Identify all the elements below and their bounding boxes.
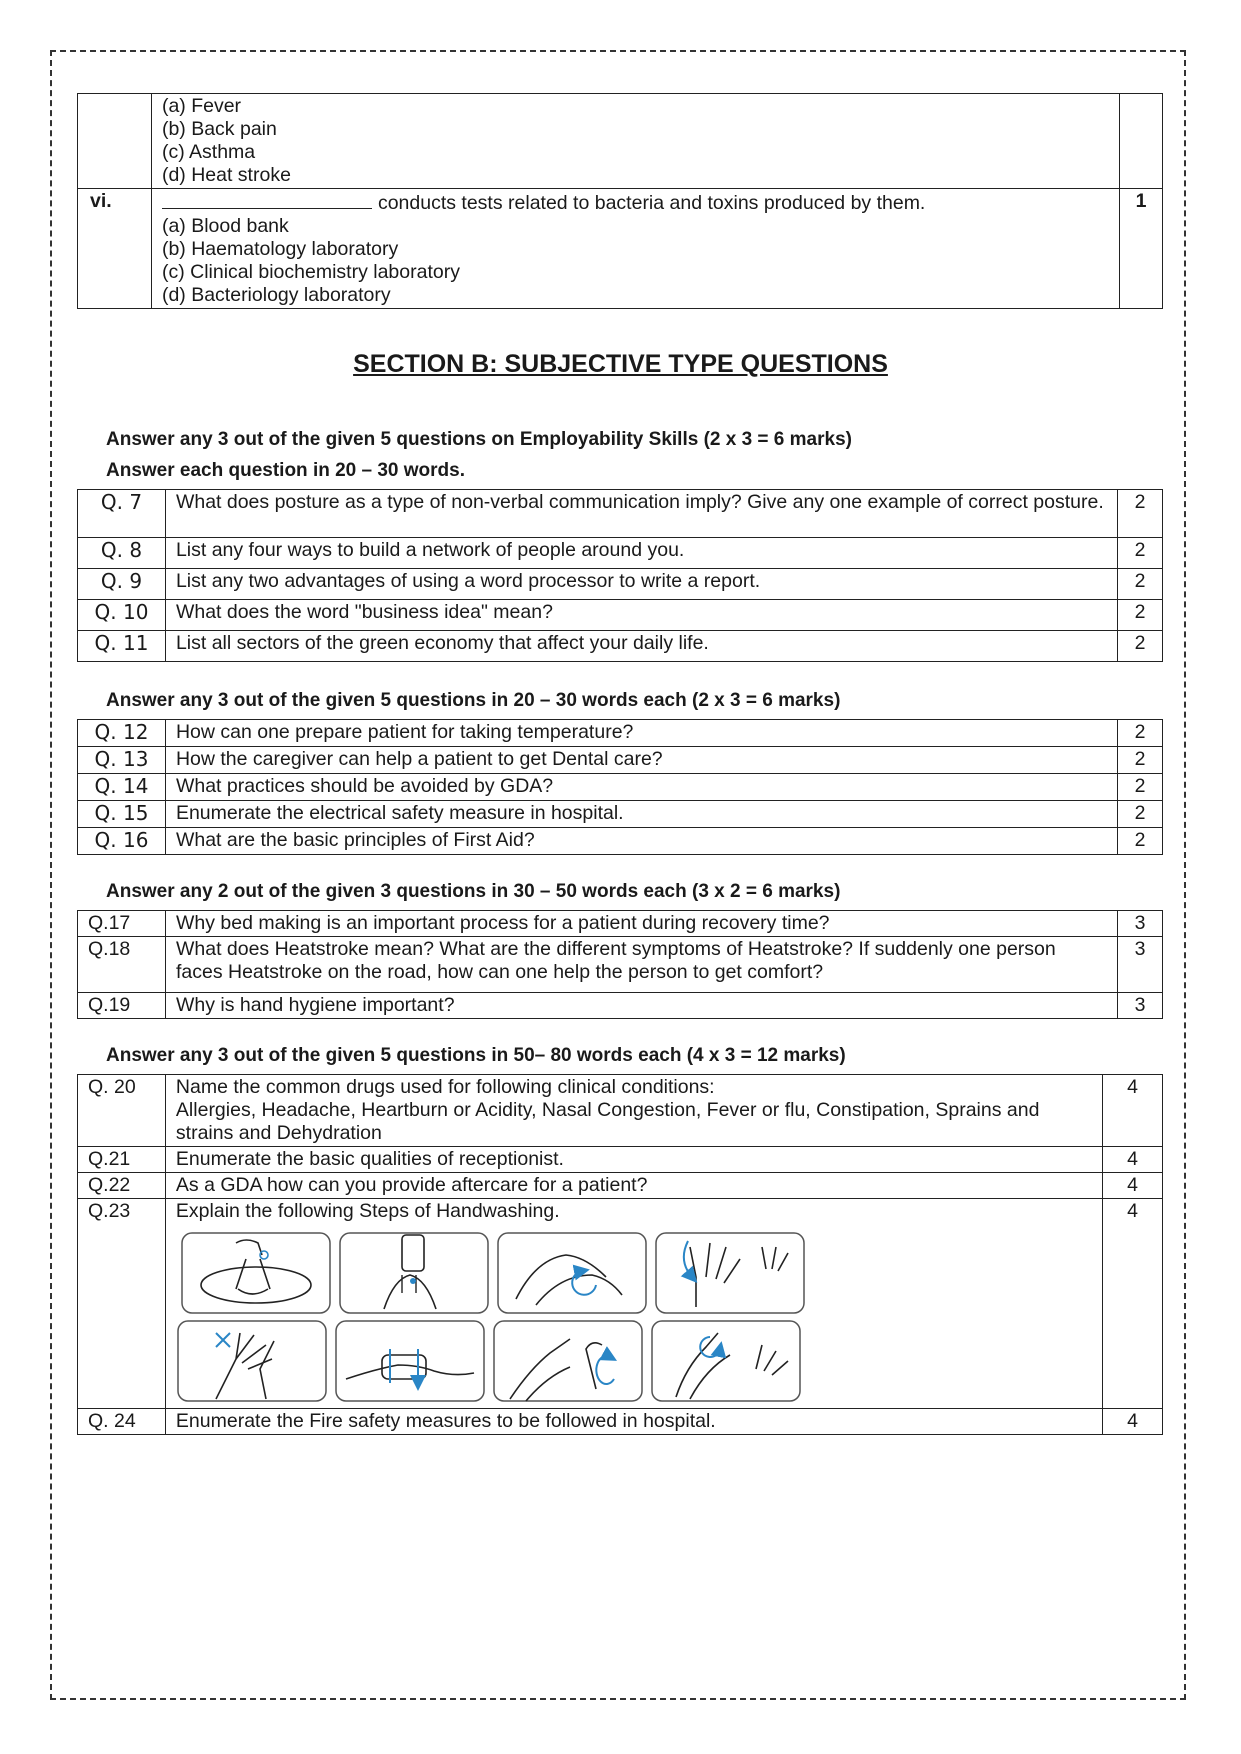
marks-cell: 2 <box>1118 569 1163 600</box>
question-number: Q. 9 <box>78 569 166 600</box>
question-number: Q. 15 <box>78 801 166 828</box>
marks-cell: 3 <box>1118 993 1163 1019</box>
question-table-long <box>77 1074 1163 1435</box>
marks-cell: 4 <box>1103 1173 1163 1199</box>
option: (c) Clinical biochemistry laboratory <box>161 261 460 283</box>
table-row <box>78 1199 1163 1409</box>
question-number: Q. 7 <box>78 490 166 538</box>
question-stem: Name the common drugs used for following clinical conditions: <box>175 1076 715 1098</box>
marks-cell <box>1120 94 1163 189</box>
handwashing-step-4-image <box>656 1233 804 1313</box>
handwashing-step-3-image <box>498 1233 646 1313</box>
question-number: Q.19 <box>78 993 166 1019</box>
instruction: Answer any 3 out of the given 5 questions in 50– 80 words each (4 x 3 = 12 marks) <box>106 1045 846 1066</box>
question-number: Q. 8 <box>78 538 166 569</box>
marks-cell: 2 <box>1118 747 1163 774</box>
question-number: Q.23 <box>78 1199 166 1409</box>
option: (d) Heat stroke <box>161 164 291 186</box>
question-number: vi. <box>78 189 152 309</box>
section-title: SECTION B: SUBJECTIVE TYPE QUESTIONS <box>353 350 888 378</box>
question-stem: conducts tests related to bacteria and toxins produced by them. <box>377 192 926 214</box>
question-number: Q. 16 <box>78 828 166 855</box>
table-row <box>78 774 1163 801</box>
table-row <box>78 911 1163 937</box>
table-row <box>78 490 1163 538</box>
marks-cell: 4 <box>1103 1147 1163 1173</box>
table-row <box>78 1147 1163 1173</box>
handwashing-steps-figure <box>176 1229 816 1405</box>
question-table-employability <box>77 489 1163 662</box>
question-text: Why is hand hygiene important? <box>165 993 1117 1019</box>
question-text: Enumerate the electrical safety measure in hospital. <box>165 801 1117 828</box>
instruction: Answer each question in 20 – 30 words. <box>106 460 466 481</box>
marks-cell: 1 <box>1120 189 1163 309</box>
table-row <box>78 538 1163 569</box>
question-number: Q. 10 <box>78 600 166 631</box>
marks-cell: 3 <box>1118 937 1163 993</box>
table-row <box>78 1173 1163 1199</box>
question-text: List all sectors of the green economy that affect your daily life. <box>165 631 1117 662</box>
table-row <box>78 631 1163 662</box>
question-number: Q. 13 <box>78 747 166 774</box>
instruction: Answer any 3 out of the given 5 questions on Employability Skills (2 x 3 = 6 marks) <box>106 429 852 450</box>
marks-cell: 2 <box>1118 774 1163 801</box>
table-row <box>78 720 1163 747</box>
option: (a) Blood bank <box>161 215 289 237</box>
question-number: Q. 20 <box>78 1075 166 1147</box>
question-options <box>151 94 1119 189</box>
question-table-medium <box>77 910 1163 1019</box>
handwashing-step-2-image <box>340 1233 488 1313</box>
marks-cell: 2 <box>1118 538 1163 569</box>
section-a-table <box>77 93 1163 309</box>
question-text: As a GDA how can you provide aftercare for a patient? <box>165 1173 1102 1199</box>
option: (d) Bacteriology laboratory <box>161 284 391 306</box>
table-row <box>78 189 1163 309</box>
question-text: How the caregiver can help a patient to get Dental care? <box>165 747 1117 774</box>
table-row <box>78 600 1163 631</box>
question-text: Enumerate the Fire safety measures to be followed in hospital. <box>165 1409 1102 1435</box>
table-row <box>78 801 1163 828</box>
question-text: What does posture as a type of non-verbal communication imply? Give any one example of correct posture. <box>165 490 1117 538</box>
option: (c) Asthma <box>161 141 256 163</box>
option: (b) Back pain <box>161 118 277 140</box>
handwashing-step-6-image <box>336 1321 484 1401</box>
handwashing-step-8-image <box>652 1321 800 1401</box>
question-detail: Allergies, Headache, Heartburn or Acidity, Nasal Congestion, Fever or flu, Constipation, Sprains and strains and Dehydration <box>175 1099 1040 1144</box>
table-row <box>78 1409 1163 1435</box>
question-number: Q. 14 <box>78 774 166 801</box>
handwashing-step-5-image <box>178 1321 326 1401</box>
marks-cell: 2 <box>1118 490 1163 538</box>
question-number: Q.21 <box>78 1147 166 1173</box>
question-text: List any two advantages of using a word processor to write a report. <box>165 569 1117 600</box>
fill-in-blank <box>162 190 372 209</box>
question-stem: Explain the following Steps of Handwashing. <box>175 1200 560 1222</box>
question-text: What are the basic principles of First Aid? <box>165 828 1117 855</box>
table-row <box>78 993 1163 1019</box>
question-number: Q. 12 <box>78 720 166 747</box>
instruction: Answer any 2 out of the given 3 questions in 30 – 50 words each (3 x 2 = 6 marks) <box>106 881 841 902</box>
marks-cell: 2 <box>1118 631 1163 662</box>
question-text <box>165 1075 1102 1147</box>
table-row <box>78 747 1163 774</box>
marks-cell: 4 <box>1103 1199 1163 1409</box>
question-text: What practices should be avoided by GDA? <box>165 774 1117 801</box>
question-number: Q.17 <box>78 911 166 937</box>
question-text: Why bed making is an important process for a patient during recovery time? <box>165 911 1117 937</box>
option: (b) Haematology laboratory <box>161 238 399 260</box>
handwashing-step-7-image <box>494 1321 642 1401</box>
table-row <box>78 937 1163 993</box>
question-text: What does the word "business idea" mean? <box>165 600 1117 631</box>
question-text <box>165 1199 1102 1409</box>
table-row <box>78 1075 1163 1147</box>
marks-cell: 4 <box>1103 1075 1163 1147</box>
marks-cell: 2 <box>1118 720 1163 747</box>
option: (a) Fever <box>161 95 242 117</box>
marks-cell: 2 <box>1118 801 1163 828</box>
instruction: Answer any 3 out of the given 5 questions in 20 – 30 words each (2 x 3 = 6 marks) <box>106 690 841 711</box>
table-row <box>78 94 1163 189</box>
table-row <box>78 828 1163 855</box>
marks-cell: 3 <box>1118 911 1163 937</box>
table-row <box>78 569 1163 600</box>
question-number: Q. 24 <box>78 1409 166 1435</box>
question-text: Enumerate the basic qualities of receptionist. <box>165 1147 1102 1173</box>
handwashing-step-1-image <box>182 1233 330 1313</box>
question-text <box>151 189 1119 309</box>
question-number: Q. 11 <box>78 631 166 662</box>
question-number: Q.22 <box>78 1173 166 1199</box>
question-text: List any four ways to build a network of people around you. <box>165 538 1117 569</box>
marks-cell: 2 <box>1118 600 1163 631</box>
question-text: How can one prepare patient for taking temperature? <box>165 720 1117 747</box>
marks-cell: 2 <box>1118 828 1163 855</box>
question-text: What does Heatstroke mean? What are the different symptoms of Heatstroke? If suddenly one person faces Heatstroke on the road, how can one help the person to get comfort? <box>165 937 1117 993</box>
question-table-short <box>77 719 1163 855</box>
question-number: Q.18 <box>78 937 166 993</box>
question-number <box>78 94 152 189</box>
marks-cell: 4 <box>1103 1409 1163 1435</box>
